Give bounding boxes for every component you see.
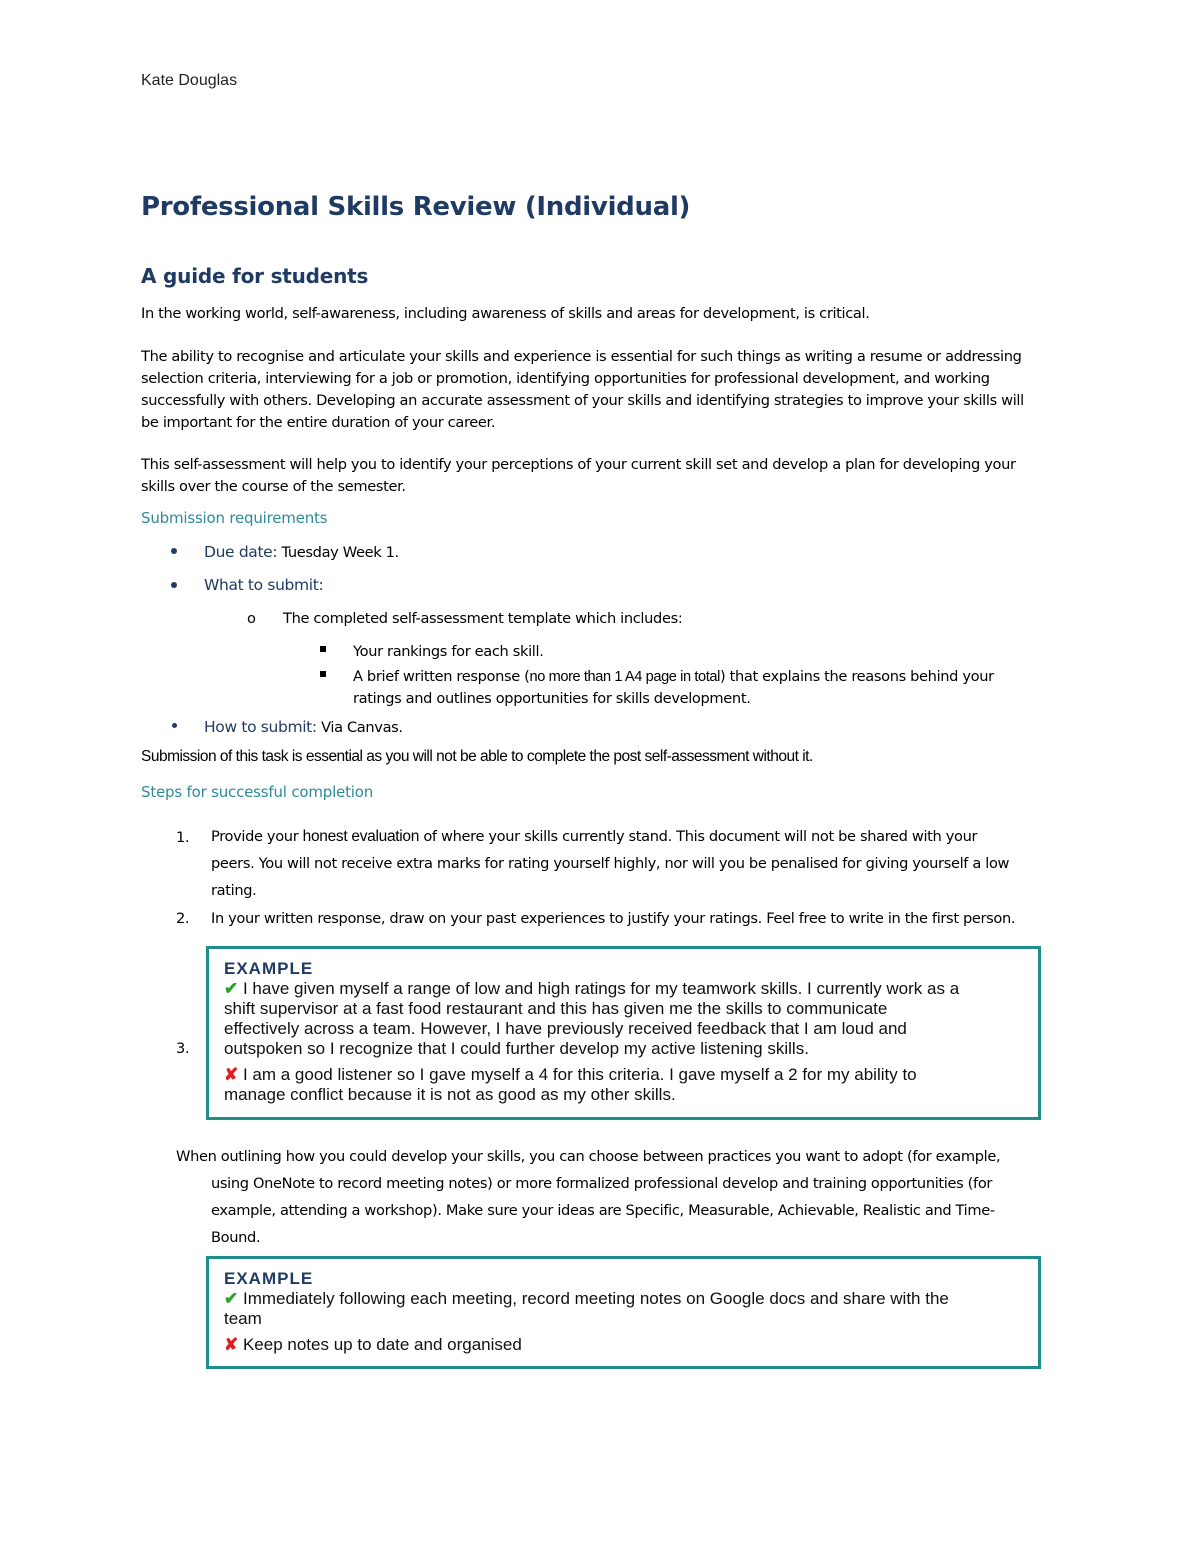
step-1-pre: Provide your: [211, 828, 303, 845]
bad-text-1: I am a good listener so I gave myself a 4 for this criteria. I gave myself a 2 for my ability to: [238, 1065, 917, 1084]
develop-line-1: When outlining how you could develop your skills, you can choose between practices you want to adopt (for example,: [176, 1148, 1001, 1165]
step-number-1: 1.: [176, 829, 190, 846]
page-subtitle: A guide for students: [141, 264, 369, 288]
example-bad-line-2: manage conflict because it is not as good as my other skills.: [224, 1085, 676, 1104]
step-1-line-2: peers. You will not receive extra marks for rating yourself highly, nor will you be penalised for giving yourself a low: [211, 855, 1010, 872]
intro-paragraph-1: In the working world, self-awareness, including awareness of skills and areas for development, is critical.: [141, 305, 870, 322]
develop-line-3: example, attending a workshop). Make sure your ideas are Specific, Measurable, Achievable, Realistic and Time-: [211, 1202, 995, 1219]
example-good-line-2: shift supervisor at a fast food restaurant and this has given me the skills to communicate: [224, 999, 888, 1018]
cross-icon: ✘: [224, 1335, 239, 1354]
due-date-value: Tuesday Week 1.: [277, 544, 399, 561]
intro-paragraph-3-line-2: skills over the course of the semester.: [141, 478, 406, 495]
step-number-3: 3.: [176, 1040, 190, 1057]
example2-good-line-2: team: [224, 1309, 262, 1328]
step-1-line-1: [211, 826, 977, 848]
due-date-label: Due date:: [204, 543, 278, 561]
bad-text-2: Keep notes up to date and organised: [238, 1335, 522, 1354]
example-label: EXAMPLE: [224, 959, 314, 978]
example-good-line-3: effectively across a team. However, I have previously received feedback that I am loud and: [224, 1019, 907, 1038]
steps-heading: Steps for successful completion: [141, 783, 374, 801]
intro-paragraph-2-line-4: be important for the entire duration of your career.: [141, 414, 496, 431]
example2-bad-line: [224, 1335, 1038, 1355]
example-good-line-1: [224, 979, 1038, 999]
example-good-line-4: outspoken so I recognize that I could further develop my active listening skills.: [224, 1039, 809, 1058]
intro-paragraph-2-line-3: successfully with others. Developing an accurate assessment of your skills and identifying strategies to improve your skills will: [141, 392, 1024, 409]
written-response-item: [353, 666, 994, 688]
example-bad-line-1: [224, 1065, 1038, 1085]
response-bold: no more than 1 A4 page in total: [529, 669, 720, 685]
example-label: EXAMPLE: [224, 1269, 314, 1288]
step-number-2: 2.: [176, 910, 190, 927]
intro-paragraph-3-line-1: This self-assessment will help you to identify your perceptions of your current skill set and develop a plan for developing your: [141, 456, 1016, 473]
response-pre: A brief written response (: [353, 668, 530, 685]
how-to-submit-label: How to submit:: [204, 718, 317, 736]
bullet-dot: [172, 723, 177, 728]
develop-line-2: using OneNote to record meeting notes) or more formalized professional develop and training opportunities (for: [211, 1175, 993, 1192]
step-2-text: In your written response, draw on your past experiences to justify your ratings. Feel free to write in the first person.: [211, 910, 1016, 927]
rankings-item: Your rankings for each skill.: [353, 643, 544, 660]
step-1-post: of where your skills currently stand. This document will not be shared with your: [419, 828, 978, 845]
square-bullet: [320, 671, 326, 677]
template-item: The completed self-assessment template which includes:: [283, 610, 683, 627]
essential-note: Submission of this task is essential as you will not be able to complete the post self-assessment without it.: [141, 748, 813, 765]
intro-paragraph-2-line-2: selection criteria, interviewing for a job or promotion, identifying opportunities for professional development, and working: [141, 370, 990, 387]
response-post: ) that explains the reasons behind your: [719, 668, 994, 685]
what-to-submit-label: What to submit:: [204, 576, 324, 594]
check-icon: ✔: [224, 1289, 239, 1308]
develop-line-4: Bound.: [211, 1229, 261, 1246]
check-icon: ✔: [224, 979, 239, 998]
bullet-dot: [171, 582, 177, 588]
example-box-1: [206, 946, 1041, 1120]
what-to-submit-item: [204, 574, 323, 597]
step-1-line-3: rating.: [211, 882, 257, 899]
author-name: Kate Douglas: [141, 72, 238, 89]
cross-icon: ✘: [224, 1065, 239, 1084]
step-1-bold: honest evaluation: [302, 828, 420, 845]
page-title: Professional Skills Review (Individual): [141, 192, 691, 222]
o-marker: o: [247, 610, 256, 627]
bullet-dot: [171, 548, 177, 554]
written-response-line-2: ratings and outlines opportunities for skills development.: [353, 690, 751, 707]
good-text-2: Immediately following each meeting, record meeting notes on Google docs and share with the: [238, 1289, 949, 1308]
square-bullet: [320, 646, 326, 652]
intro-paragraph-2-line-1: The ability to recognise and articulate your skills and experience is essential for such things as writing a resume or addressing: [141, 348, 1022, 365]
good-text-1: I have given myself a range of low and high ratings for my teamwork skills. I currently work as a: [238, 979, 960, 998]
example-box-2: [206, 1256, 1041, 1369]
how-to-submit-value: Via Canvas.: [316, 719, 403, 736]
submission-heading: Submission requirements: [141, 509, 328, 527]
due-date-item: [204, 541, 399, 564]
how-to-submit-item: [204, 716, 403, 739]
example2-good-line-1: [224, 1289, 1038, 1309]
